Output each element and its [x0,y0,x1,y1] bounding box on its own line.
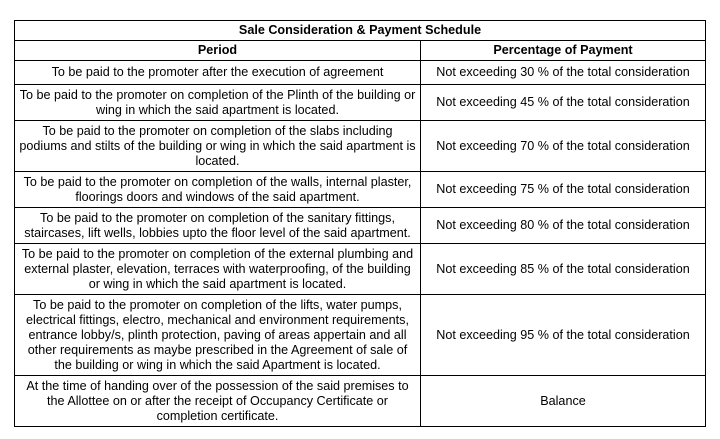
payment-cell: Not exceeding 80 % of the total consideration [421,208,706,244]
period-cell: To be paid to the promoter on completion of the lifts, water pumps, electrical fittings, electro, mechanical and environment requirements, entrance lobby/s, plinth protection, paving of areas appertain and all other requirements as maybe prescribed in the Agreement of sale of the building or wing in which the said Apartment is located. [15,295,421,376]
column-header-percentage: Percentage of Payment [421,41,706,61]
period-cell: To be paid to the promoter on completion of the walls, internal plaster, floorings doors and windows of the said apartment. [15,172,421,208]
table-row [15,295,706,376]
period-cell: To be paid to the promoter on completion of the Plinth of the building or wing in which the said apartment is located. [15,85,421,121]
payment-schedule-table [14,20,706,427]
payment-cell: Not exceeding 75 % of the total consideration [421,172,706,208]
payment-cell: Not exceeding 30 % of the total consideration [421,61,706,85]
period-cell: To be paid to the promoter on completion of the sanitary fittings, staircases, lift wells, lobbies upto the floor level of the said apartment. [15,208,421,244]
payment-cell: Not exceeding 45 % of the total consideration [421,85,706,121]
period-cell: To be paid to the promoter after the execution of agreement [15,61,421,85]
table-row [15,376,706,427]
payment-cell: Not exceeding 95 % of the total consideration [421,295,706,376]
table-row [15,208,706,244]
table-title: Sale Consideration & Payment Schedule [15,21,706,41]
payment-cell: Not exceeding 70 % of the total consideration [421,121,706,172]
payment-cell: Not exceeding 85 % of the total consideration [421,244,706,295]
table-row [15,85,706,121]
table-row [15,61,706,85]
table-row [15,172,706,208]
period-cell: At the time of handing over of the possession of the said premises to the Allottee on or after the receipt of Occupancy Certificate or completion certificate. [15,376,421,427]
payment-cell: Balance [421,376,706,427]
table-row [15,121,706,172]
column-header-period: Period [15,41,421,61]
period-cell: To be paid to the promoter on completion of the slabs including podiums and stilts of the building or wing in which the said apartment is located. [15,121,421,172]
table-row [15,244,706,295]
period-cell: To be paid to the promoter on completion of the external plumbing and external plaster, elevation, terraces with waterproofing, of the building or wing in which the said apartment is located. [15,244,421,295]
